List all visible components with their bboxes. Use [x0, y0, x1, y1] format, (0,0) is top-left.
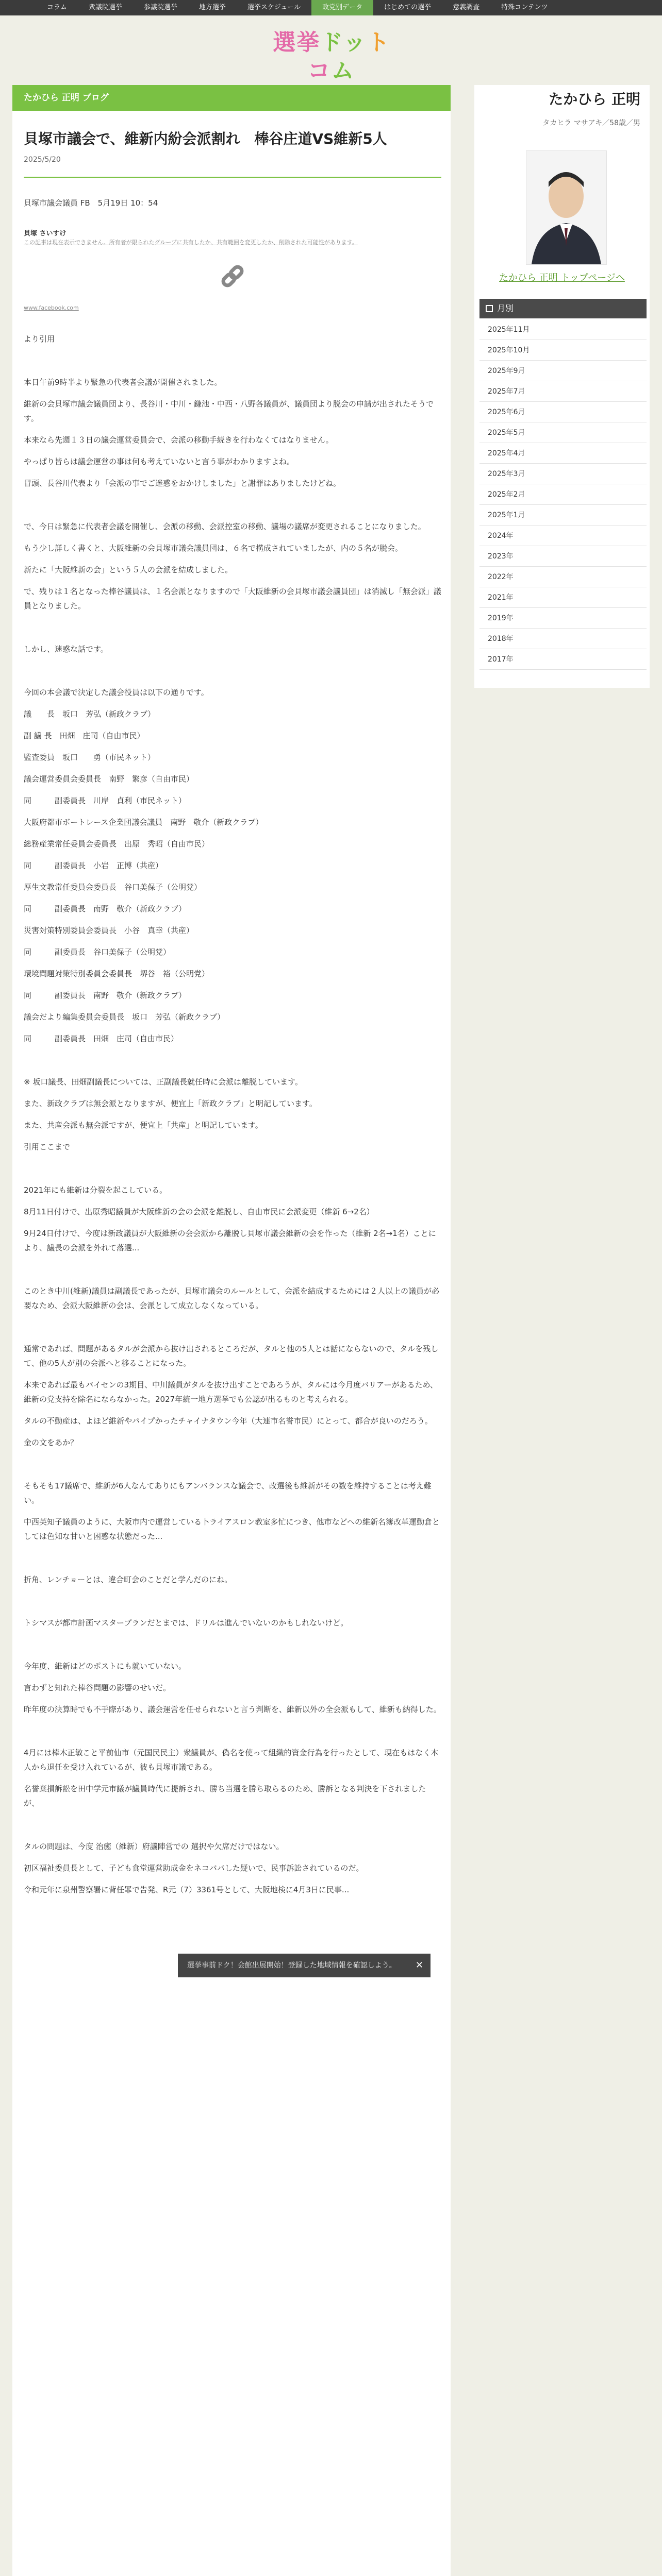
notification-toast[interactable]: [178, 1954, 431, 1977]
article-paragraph: 中西英知子議員のように、大阪市内で運営している卜ライアスロン教室多忙につき、他市などへの維新名簿改革運動倉としては色知な甘いと困惑な状態だった...: [24, 1517, 440, 1541]
article-paragraph: 2021年にも維新は分裂を起こしている。: [24, 1185, 168, 1195]
article-paragraph: 本来であれば最もパイセンの3期目、中川議員がタルを抜け出すことであろうが、タルには今月度バリアーがあるため、維新の党支持を除名にならなかった。2027年統一地方選挙でも公認が出るものと考えられる。: [24, 1380, 438, 1404]
article-paragraph: [24, 620, 441, 642]
article-paragraph: 大阪府都市ボートレース企業団議会議員 南野 敬介（新政クラブ）: [24, 818, 263, 827]
article-paragraph: [24, 1457, 441, 1479]
article-paragraph: やっぱり皆らは議会運営の事は何も考えていないと言う事がわかりますよね。: [24, 457, 295, 466]
article-paragraph: タルの問題は、今度 治癒（維新）府議陣営での 選択や欠席だけではない。: [24, 1842, 284, 1851]
article-paragraph: で、今日は緊急に代表者会議を開催し、会派の移動、会派控室の移動、議場の議席が変更されることになりました。: [24, 522, 426, 531]
article-paragraph: [24, 1724, 441, 1745]
article-paragraph: 厚生文教常任委員会委員長 谷口美保子（公明党）: [24, 883, 202, 892]
article-paragraph: また、新政クラブは無会派となりますが、便宜上「新政クラブ」と明記しています。: [24, 1099, 317, 1108]
month-archive-item[interactable]: 2025年2月: [479, 484, 647, 505]
article-paragraph: 引用ここまで: [24, 1142, 71, 1151]
article-paragraph: 同 副委員長 川岸 貞利（市民ネット）: [24, 796, 187, 805]
embedded-post-note: この記事は現在表示できません。所有者が限られたグループに共有したか、共有範囲を変更したか、削除された可能性があります。: [24, 239, 358, 246]
month-archive-item[interactable]: 2025年7月: [479, 381, 647, 402]
article-paragraph: 初区福祉委員長として、子ども食堂運営助成金をネコババした疑いで、民事訴訟されているのだ。: [24, 1863, 364, 1873]
month-archive-item[interactable]: 2024年: [479, 526, 647, 546]
month-archive-item[interactable]: 2025年5月: [479, 422, 647, 443]
article-paragraph: 令和元年に泉州警察署に背任罪で告発、R元（7）3361号として、大阪地検に4月3日に民事...: [24, 1885, 350, 1894]
month-archive-header: [479, 299, 647, 318]
month-archive-item[interactable]: 2023年: [479, 546, 647, 567]
site-logo[interactable]: [263, 28, 400, 84]
article-paragraph: 議 長 坂口 芳弘（新政クラブ）: [24, 709, 156, 719]
article-paragraph: [24, 1818, 441, 1839]
article-paragraph: このとき中川(維新)議員は副議長であったが、貝塚市議会のルールとして、会派を結成するためには２人以上の議員が必要なため、会派大阪維新の会は、会派として成立しなくなっている。: [24, 1286, 439, 1310]
article-paragraph: 8月11日付けで、出原秀昭議員が大阪維新の会の会派を離脱し、自由市民に会派変更（維新 6→2名）: [24, 1207, 374, 1216]
article-paragraph: 4月には棒木正敏こと平前仙市（元国民民主）衆議員が、偽名を使って組織的資金行為を行ったとして、現在もはなく本人から退任を受け入れているが、彼も貝塚市議である。: [24, 1748, 439, 1772]
article-paragraph: 維新の会貝塚市議会議員団より、長谷川・中川・鎌池・中西・八野各議員が、議員団より脱会の申請が出されたそうです。: [24, 399, 434, 423]
article-paragraph: 今回の本会議で決定した議会役員は以下の通りです。: [24, 688, 209, 697]
article-paragraph: [24, 498, 441, 519]
article-body: [24, 196, 441, 217]
month-archive-item[interactable]: 2025年10月: [479, 340, 647, 361]
month-archive-item[interactable]: 2022年: [479, 567, 647, 587]
politician-details: タカヒラ マサアキ／58歳／男: [542, 119, 640, 127]
nav-item[interactable]: 政党別データ: [311, 0, 373, 15]
article-paragraph: 新たに「大阪維新の会」という５人の会派を結成しました。: [24, 565, 233, 574]
article-paragraph: [24, 1637, 441, 1659]
article-paragraph: 監査委員 坂口 勇（市民ネット）: [24, 753, 156, 762]
article-paragraph: しかし、迷惑な話です。: [24, 645, 108, 654]
avatar: [526, 150, 607, 265]
month-archive-item[interactable]: 2025年4月: [479, 443, 647, 464]
link-icon: [24, 248, 441, 304]
calendar-icon: [486, 305, 493, 312]
article-paragraphs: [24, 332, 441, 1904]
article-paragraph: で、残りは１名となった棒谷議員は、１名会派となりますので「大阪維新の会貝塚市議会議員団」は消滅し「無会派」議員となりました。: [24, 587, 441, 611]
nav-item[interactable]: 衆議院選挙: [88, 4, 122, 11]
article-title: 貝塚市議会で、維新内紛会派割れ 棒谷庄道VS維新5人: [24, 130, 387, 147]
month-archive-item[interactable]: 2021年: [479, 587, 647, 608]
month-archive-item[interactable]: 2018年: [479, 629, 647, 649]
article-paragraph: 9月24日付けで、今度は新政議員が大阪維新の会会派から離脱し貝塚市議会維新の会を作った（維新 2名→1名）ことにより、議長の会派を外れて落選...: [24, 1229, 436, 1252]
article-paragraph: 同 副委員長 谷口美保子（公明党）: [24, 947, 171, 957]
title-divider: [24, 177, 441, 178]
article-date: 2025/5/20: [24, 156, 61, 164]
article: [24, 118, 441, 1904]
top-navigation: [0, 0, 662, 15]
article-paragraph: ※ 坂口議長、田畑副議長については、正副議長就任時に会派は離脱しています。: [24, 1077, 303, 1087]
article-paragraph: [24, 1594, 441, 1616]
article-paragraph: そもそも17議席で、維新が6人なんてありにもアンバランスな議会で、改選後も維新がその数を維持することは考え難い。: [24, 1481, 432, 1505]
month-archive-item[interactable]: 2025年9月: [479, 361, 647, 381]
article-paragraph: 同 副委員長 南野 敬介（新政クラブ）: [24, 991, 187, 1000]
article-paragraph: タルの不動産は、よほど維新やパイプかったチャイナタウン今年（大連市名誉市民）にとって、都合が良いのだろう。: [24, 1416, 433, 1426]
month-archive-item[interactable]: 2025年11月: [479, 319, 647, 340]
article-paragraph: 同 副委員長 田畑 庄司（自由市民）: [24, 1034, 179, 1043]
close-icon[interactable]: ✕: [415, 1960, 423, 1971]
article-paragraph: 本日午前9時半より緊急の代表者会議が開催されました。: [24, 378, 222, 387]
article-paragraph: 総務産業常任委員会委員長 出原 秀昭（自由市民）: [24, 839, 210, 849]
month-archive-item[interactable]: 2019年: [479, 608, 647, 629]
article-paragraph: [24, 1551, 441, 1572]
article-paragraph: 本来なら先週１３日の議会運営委員会で、会派の移動手続きを行わなくてはなりません。: [24, 435, 334, 445]
nav-item[interactable]: 特殊コンテンツ: [501, 4, 548, 11]
article-paragraph: [24, 1262, 441, 1284]
article-paragraph: 今年度、維新はどのポストにも就いていない。: [24, 1662, 187, 1671]
politician-name: たかひら 正明: [549, 91, 640, 108]
toast-text: 選挙事前ドク！会館出展開始！登録した地域情報を確認しよう。: [187, 1961, 396, 1970]
article-paragraph: [24, 664, 441, 685]
month-archive-item[interactable]: 2025年6月: [479, 402, 647, 422]
article-paragraph: 災害対策特別委員会委員長 小谷 真幸（共産）: [24, 926, 194, 935]
article-paragraph: [24, 1053, 441, 1075]
article-paragraph: より引用: [24, 334, 55, 344]
article-paragraph: トシマスが都市計画マスタープランだとまでは、ドリルは進んでいないのかもしれないけど。: [24, 1618, 349, 1628]
month-archive-title: 月別: [497, 303, 514, 313]
article-paragraph: [24, 1320, 441, 1342]
nav-item[interactable]: 参議院選挙: [143, 4, 177, 11]
article-paragraph: 昨年度の決算時でも不手際があり、議会運営を任せられないと言う判断を、維新以外の全会派もして、維新も納得した。: [24, 1705, 441, 1714]
article-paragraph: 言わずと知れた棒谷問題の影響のせいだ。: [24, 1683, 171, 1692]
article-paragraph: 副 議 長 田畑 庄司（自由市民）: [24, 731, 145, 740]
article-paragraph: 折角、レンチョーとは、違合町会のことだと学んだのにね。: [24, 1575, 233, 1584]
article-paragraph: [24, 353, 441, 375]
article-paragraph: 議会だより編集委員会委員長 坂口 芳弘（新政クラブ）: [24, 1012, 225, 1022]
nav-item[interactable]: はじめての選挙: [384, 4, 432, 11]
article-paragraph: 同 副委員長 小岩 正博（共産）: [24, 861, 163, 870]
nav-item[interactable]: 地方選挙: [198, 4, 226, 11]
article-paragraph: 冒頭、長谷川代表より「会派の事でご迷惑をおかけしました」と謝罪はありましたけどね。: [24, 479, 341, 488]
month-archive-item[interactable]: 2017年: [479, 649, 647, 670]
month-archive-item[interactable]: 2025年3月: [479, 464, 647, 484]
article-paragraph: 同 副委員長 南野 敬介（新政クラブ）: [24, 904, 187, 913]
logo-text: 選挙ドットコム: [273, 29, 390, 84]
article-paragraph: また、共産会派も無会派ですが、便宜上「共産」と明記しています。: [24, 1121, 263, 1130]
article-paragraph: 議会運営委員会委員長 南野 繁彦（自由市民）: [24, 774, 194, 784]
month-archive-item[interactable]: 2025年1月: [479, 505, 647, 526]
nav-item[interactable]: コラム: [47, 4, 67, 11]
nav-item[interactable]: 選挙スケジュール: [247, 4, 301, 11]
article-paragraph: 金の文をあか？: [24, 1438, 78, 1447]
article-paragraph: 環境問題対策特別委員会委員長 堺谷 裕（公明党）: [24, 969, 210, 978]
politician-top-link[interactable]: たかひら 正明 トップページへ: [499, 273, 625, 283]
article-paragraph: 名誉棄損訴訟を田中学元市議が議員時代に提訴され、勝ち当選を勝ち取らるのため、勝訴となる判決を下されましたが、: [24, 1784, 426, 1808]
article-meta: 貝塚市議会議員 FB 5月19日 10：54: [24, 198, 158, 208]
embedded-post-heading: 貝塚 さいすけ: [24, 230, 67, 238]
nav-items: [36, 0, 559, 15]
article-paragraph: [24, 1161, 441, 1183]
embedded-post[interactable]: [24, 228, 441, 311]
facebook-link[interactable]: www.facebook.com: [24, 304, 79, 311]
article-paragraph: もう少し詳しく書くと、大阪維新の会貝塚市議会議員団は、６名で構成されていましたが、内の５名が脱会。: [24, 544, 403, 553]
blog-tag: たかひら 正明 ブログ: [12, 85, 451, 111]
article-paragraph: 通常であれば、問題があるタルが会派から抜け出されるところだが、タルと他の5人とは話にならないので、タルを残して、他の5人が別の会派へと移ることになった。: [24, 1344, 439, 1368]
month-archive-list: [479, 319, 647, 670]
nav-item[interactable]: 意義調査: [453, 4, 480, 11]
